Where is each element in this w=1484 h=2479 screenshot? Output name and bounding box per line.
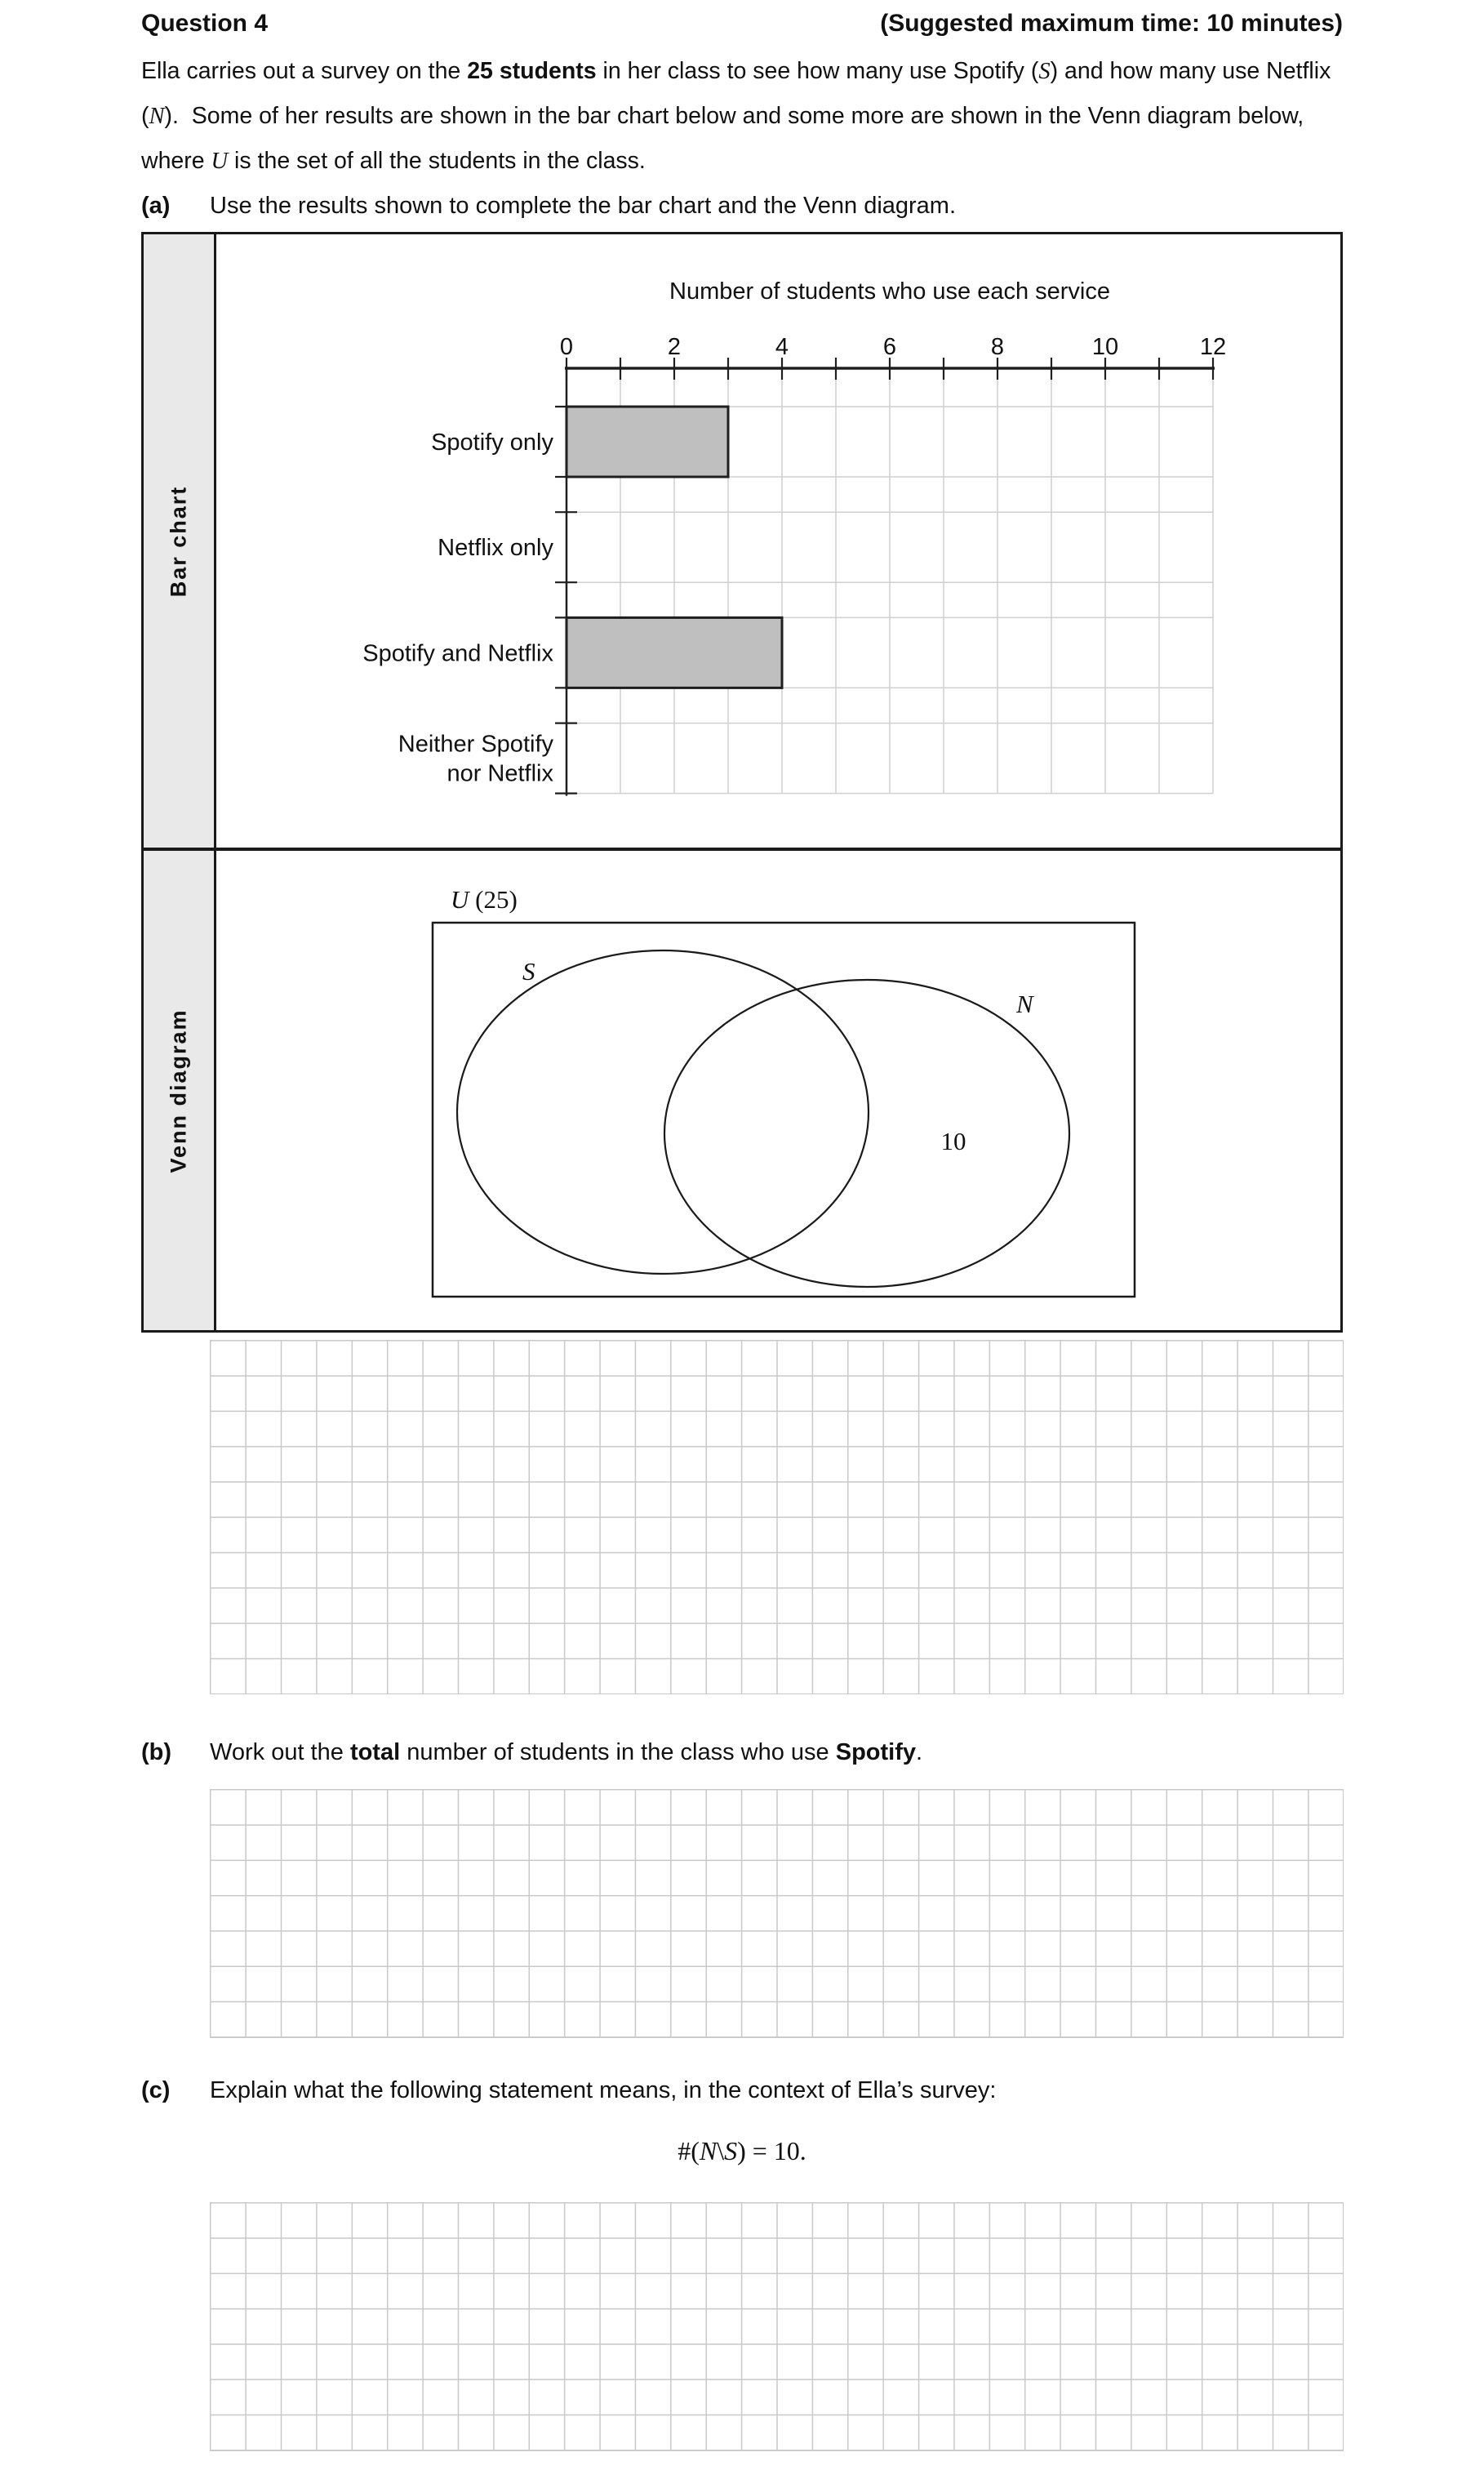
bar-chart-side-strip: [144, 234, 216, 848]
text-segment: N: [699, 2136, 718, 2165]
category-label: Spotify only: [431, 429, 553, 456]
part-b-text: [210, 1739, 1353, 1766]
category-label: Netflix only: [438, 535, 553, 562]
set-s-label: S: [522, 957, 535, 986]
x-tick-label: 12: [1199, 334, 1227, 360]
x-tick-label: 4: [775, 334, 789, 360]
venn-side-label: Venn diagram: [166, 1008, 191, 1173]
x-tick-label: 6: [882, 334, 897, 360]
venn-diagram-svg: [211, 853, 1341, 1330]
set-s-ellipse: [457, 950, 869, 1274]
answer-grid-part-b: [210, 1789, 1344, 2038]
set-n-label: N: [1016, 990, 1033, 1018]
set-statement-formula: [141, 2136, 1343, 2166]
part-c-label: (c): [141, 2077, 171, 2103]
category-label: Spotify and Netflix: [362, 640, 553, 667]
answer-grid-part-c: [210, 2202, 1344, 2451]
universe-label: U (25): [451, 885, 518, 914]
intro-paragraph: [141, 49, 1357, 184]
part-a-label: (a): [141, 193, 171, 219]
text-segment: Spotify: [835, 1739, 917, 1765]
bar-chart-side-label: Bar chart: [166, 485, 191, 597]
text-segment: .: [916, 1739, 923, 1765]
text-segment: is the set of all the students in the class.: [228, 148, 646, 174]
text-segment: Work out the: [210, 1739, 350, 1765]
text-segment: 25 students: [467, 58, 597, 84]
text-segment: in her class to see how many use Spotify (: [596, 58, 1039, 84]
suggested-time-note: (Suggested maximum time: 10 minutes): [880, 10, 1343, 37]
chart-title: Number of students who use each service: [669, 278, 1110, 305]
text-segment: S: [724, 2136, 738, 2165]
text-segment: #(: [678, 2136, 700, 2165]
x-tick-label: 8: [990, 334, 1005, 360]
venn-side-strip: [144, 851, 216, 1330]
text-segment: ) = 10.: [737, 2136, 806, 2165]
part-b-label: (b): [141, 1739, 172, 1765]
bar-chart-svg: [211, 234, 1341, 848]
text-segment: S: [1038, 59, 1051, 84]
text-segment: Ella carries out a survey on the: [141, 58, 468, 84]
text-segment: number of students in the class who use: [400, 1739, 836, 1765]
text-segment: N: [149, 104, 165, 129]
text-segment: ). Some of her results are shown in the bar chart below and some more are shown in the Venn diagram below, where: [141, 103, 1311, 174]
answer-grid-part-a: [210, 1340, 1344, 1694]
category-label: Neither Spotify: [398, 731, 553, 758]
question-number: Question 4: [141, 10, 269, 37]
text-segment: U: [211, 149, 229, 174]
bar: [566, 407, 728, 477]
bar: [566, 617, 782, 688]
x-tick-label: 2: [667, 334, 682, 360]
x-tick-label: 0: [559, 334, 574, 360]
text-segment: ) and how many use Netflix (: [141, 58, 1338, 129]
part-a-text: Use the results shown to complete the bar chart and the Venn diagram.: [210, 193, 957, 219]
text-segment: total: [349, 1739, 401, 1765]
text-segment: \: [717, 2136, 725, 2165]
category-label: nor Netflix: [447, 760, 553, 787]
x-tick-label: 10: [1091, 334, 1119, 360]
part-c-text: Explain what the following statement means, in the context of Ella’s survey:: [210, 2077, 997, 2103]
n-only-value: 10: [940, 1127, 966, 1155]
